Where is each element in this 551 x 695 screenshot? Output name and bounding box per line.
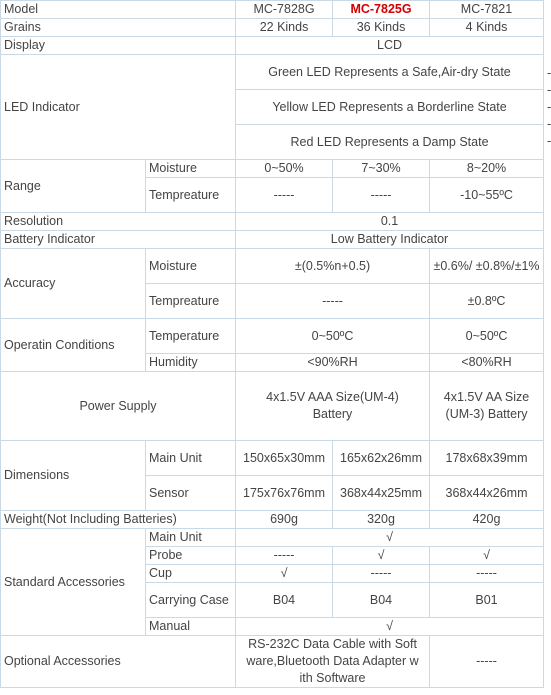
optional-mc7821-value: -----	[430, 636, 544, 688]
standard-case-value: B04	[236, 583, 333, 618]
accuracy-label: Accuracy	[1, 249, 146, 319]
standard-case-label: Carrying Case	[146, 583, 236, 618]
range-moisture-label: Moisture	[146, 160, 236, 178]
dimensions-sensor-label: Sensor	[146, 476, 236, 511]
accuracy-temperature-value: -----	[236, 284, 430, 319]
power-value: 4x1.5V AAA Size(UM-4)Battery	[236, 372, 430, 441]
accuracy-temperature-mc7821-value: ±0.8ºC	[430, 284, 544, 319]
weight-value: 420g	[430, 511, 544, 529]
operating-temperature-value: 0~50ºC	[236, 319, 430, 354]
row-range-moisture	[1, 160, 544, 178]
row-power	[1, 372, 544, 441]
standard-manual-label: Manual	[146, 618, 236, 636]
display-label: Display	[1, 37, 236, 55]
model-mc7825g: MC-7825G	[333, 1, 430, 19]
power-label: Power Supply	[1, 372, 236, 441]
optional-label: Optional Accessories	[1, 636, 236, 688]
accuracy-temperature-label: Tempreature	[146, 284, 236, 319]
resolution-value: 0.1	[236, 213, 544, 231]
range-moisture-value: 7~30%	[333, 160, 430, 178]
dimensions-sensor-value: 368x44x25mm	[333, 476, 430, 511]
range-temperature-value: -10~55ºC	[430, 178, 544, 213]
range-label: Range	[1, 160, 146, 213]
range-temperature-value: -----	[333, 178, 430, 213]
row-led-green: LED Indicator Green LED Represents a Safe,Air-dry State -----	[1, 55, 544, 90]
standard-main-label: Main Unit	[146, 529, 236, 547]
row-optional	[1, 636, 544, 688]
weight-label: Weight(Not Including Batteries)	[1, 511, 236, 529]
model-label: Model	[1, 1, 236, 19]
row-operating-temperature	[1, 319, 544, 354]
standard-probe-label: Probe	[146, 547, 236, 565]
row-grains	[1, 19, 544, 37]
standard-manual-value: √	[236, 618, 544, 636]
dimensions-main-value: 150x65x30mm	[236, 441, 333, 476]
standard-case-value: B01	[430, 583, 544, 618]
dimensions-label: Dimensions	[1, 441, 146, 511]
operating-humidity-value: <90%RH	[236, 354, 430, 372]
display-value: LCD	[236, 37, 544, 55]
range-temperature-value: -----	[236, 178, 333, 213]
dimensions-sensor-value: 175x76x76mm	[236, 476, 333, 511]
standard-probe-value: √	[333, 547, 430, 565]
standard-cup-value: -----	[430, 565, 544, 583]
standard-cup-label: Cup	[146, 565, 236, 583]
row-display	[1, 37, 544, 55]
row-dimensions-main	[1, 441, 544, 476]
led-yellow-value: Yellow LED Represents a Borderline State	[236, 90, 544, 125]
dimensions-main-label: Main Unit	[146, 441, 236, 476]
standard-probe-value: -----	[236, 547, 333, 565]
power-mc7821-value: 4x1.5V AA Size (UM-3) Battery	[430, 372, 544, 441]
standard-probe-value: √	[430, 547, 544, 565]
row-standard-main	[1, 529, 544, 547]
row-model	[1, 1, 544, 19]
range-moisture-value: 0~50%	[236, 160, 333, 178]
operating-temperature-mc7821-value: 0~50ºC	[430, 319, 544, 354]
row-resolution	[1, 213, 544, 231]
range-moisture-value: 8~20%	[430, 160, 544, 178]
dimensions-main-value: 165x62x26mm	[333, 441, 430, 476]
grains-label: Grains	[1, 19, 236, 37]
operating-humidity-label: Humidity	[146, 354, 236, 372]
led-green-value: Green LED Represents a Safe,Air-dry State	[236, 55, 544, 90]
standard-cup-value: √	[236, 565, 333, 583]
battery-label: Battery Indicator	[1, 231, 236, 249]
accuracy-moisture-value: ±(0.5%n+0.5)	[236, 249, 430, 284]
weight-value: 690g	[236, 511, 333, 529]
battery-value: Low Battery Indicator	[236, 231, 544, 249]
optional-value: RS-232C Data Cable with Software,Bluetooth Data Adapter with Software	[236, 636, 430, 688]
standard-case-value: B04	[333, 583, 430, 618]
standard-cup-value: -----	[333, 565, 430, 583]
weight-value: 320g	[333, 511, 430, 529]
accuracy-moisture-label: Moisture	[146, 249, 236, 284]
standard-label: Standard Accessories	[1, 529, 146, 636]
row-accuracy-moisture	[1, 249, 544, 284]
standard-main-value: √	[236, 529, 544, 547]
operating-label: Operatin Conditions	[1, 319, 146, 372]
model-mc7828g: MC-7828G	[236, 1, 333, 19]
grains-value: 22 Kinds	[236, 19, 333, 37]
accuracy-moisture-mc7821-value: ±0.6%/ ±0.8%/±1%	[430, 249, 544, 284]
resolution-label: Resolution	[1, 213, 236, 231]
grains-value: 4 Kinds	[430, 19, 544, 37]
operating-temperature-label: Temperature	[146, 319, 236, 354]
model-mc7821: MC-7821	[430, 1, 544, 19]
dimensions-sensor-value: 368x44x26mm	[430, 476, 544, 511]
led-label: LED Indicator	[1, 55, 236, 160]
range-temperature-label: Tempreature	[146, 178, 236, 213]
grains-value: 36 Kinds	[333, 19, 430, 37]
dimensions-main-value: 178x68x39mm	[430, 441, 544, 476]
row-weight	[1, 511, 544, 529]
led-red-value: Red LED Represents a Damp State	[236, 125, 544, 160]
row-battery	[1, 231, 544, 249]
operating-humidity-mc7821-value: <80%RH	[430, 354, 544, 372]
